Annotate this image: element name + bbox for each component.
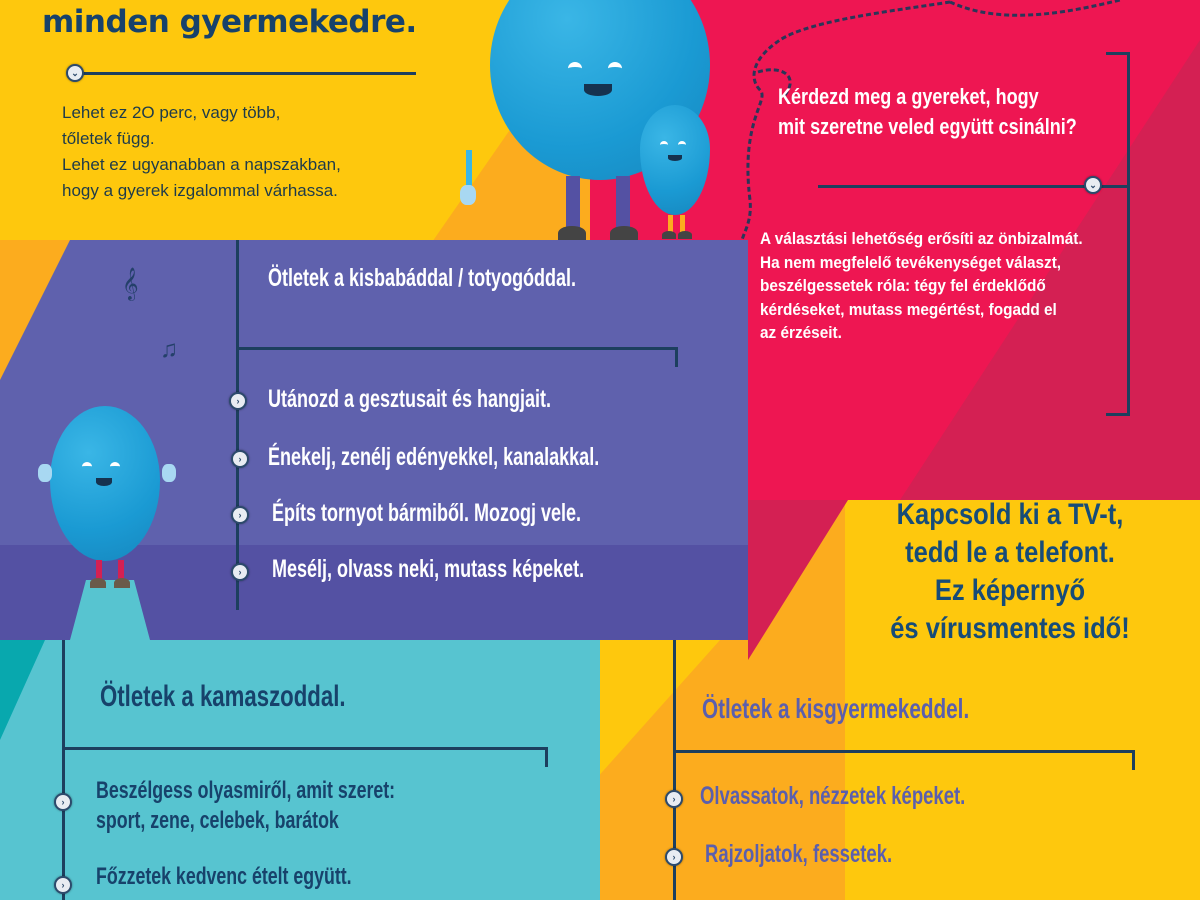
paragraph-line: Lehet ez 2O perc, vagy több, <box>62 103 281 122</box>
paragraph-line: kérdéseket, mutass megértést, fogadd el <box>760 300 1057 319</box>
message-line: Kapcsold ki a TV-t, <box>896 498 1124 531</box>
divider-end <box>1132 750 1135 770</box>
bracket-line <box>1106 52 1130 55</box>
message-line: és vírusmentes idő! <box>890 612 1130 645</box>
baby-idea-item: Építs tornyot bármiből. Mozogj vele. <box>272 499 582 527</box>
music-notes-icon: ♫ <box>160 336 178 363</box>
chevron-down-icon: ⌄ <box>66 64 84 82</box>
baby-section-heading: Ötletek a kisbabáddal / totyogóddal. <box>268 264 577 292</box>
divider-line <box>238 347 678 350</box>
baby-idea-item: Mesélj, olvass neki, mutass képeket. <box>272 555 585 583</box>
bracket-line <box>1106 413 1130 416</box>
chevron-right-icon: › <box>54 793 72 811</box>
kid-section-heading: Ötletek a kisgyermekeddel. <box>702 693 970 724</box>
paragraph-line: hogy a gyerek izgalommal várhassa. <box>62 181 338 200</box>
heading-line: mit szeretne veled együtt csinálni? <box>778 114 1077 139</box>
paragraph-line: Lehet ez ugyanabban a napszakban, <box>62 155 341 174</box>
message-line: Ez képernyő <box>934 574 1086 607</box>
baby-idea-item: Utánozd a gesztusait és hangjait. <box>268 385 552 413</box>
choice-paragraph <box>760 228 1083 346</box>
heading-line: Kérdezd meg a gyereket, hogy <box>778 84 1039 109</box>
chevron-down-icon: ⌄ <box>1084 176 1102 194</box>
chevron-right-icon: › <box>229 392 247 410</box>
chevron-right-icon: › <box>54 876 72 894</box>
divider-line <box>675 750 1135 753</box>
chevron-right-icon: › <box>231 506 249 524</box>
teen-idea-item: Főzzetek kedvenc ételt együtt. <box>96 863 352 890</box>
item-line: Beszélgess olyasmiről, amit szeret: <box>96 777 396 804</box>
item-line: sport, zene, celebek, barátok <box>96 807 339 834</box>
cheering-character-illustration <box>30 400 230 640</box>
divider-line <box>78 72 416 75</box>
teen-idea-item <box>96 776 395 836</box>
paragraph-line: tőletek függ. <box>62 129 155 148</box>
treble-clef-icon: 𝄞 <box>122 268 139 299</box>
paragraph-line: Ha nem megfelelő tevékenységet választ, <box>760 253 1062 272</box>
kid-idea-item: Olvassatok, nézzetek képeket. <box>700 782 966 810</box>
paragraph-line: A választási lehetőség erősíti az önbizalmát. <box>760 230 1083 248</box>
divider-line <box>64 747 548 750</box>
timeline-line <box>236 240 239 610</box>
ask-child-heading <box>778 82 1077 142</box>
chevron-right-icon: › <box>231 450 249 468</box>
message-line: tedd le a telefont. <box>905 536 1115 569</box>
chevron-right-icon: › <box>665 790 683 808</box>
divider-end <box>675 347 678 367</box>
kid-idea-item: Rajzoljatok, fessetek. <box>705 840 893 868</box>
chevron-right-icon: › <box>231 563 249 581</box>
teen-section-heading: Ötletek a kamaszoddal. <box>100 680 346 713</box>
bracket-line <box>1127 52 1130 415</box>
child-character-illustration <box>640 105 720 245</box>
screen-free-message <box>840 496 1180 648</box>
page-heading: minden gyermekedre. <box>42 4 417 40</box>
timeline-line <box>62 640 65 900</box>
paragraph-line: az érzéseit. <box>760 324 842 342</box>
baby-idea-item: Énekelj, zenélj edényekkel, kanalakkal. <box>268 443 600 471</box>
divider-end <box>545 747 548 767</box>
paragraph-line: beszélgessetek róla: tégy fel érdeklődő <box>760 277 1046 295</box>
teal-panel <box>0 640 600 900</box>
intro-paragraph <box>62 100 341 204</box>
chevron-right-icon: › <box>665 848 683 866</box>
